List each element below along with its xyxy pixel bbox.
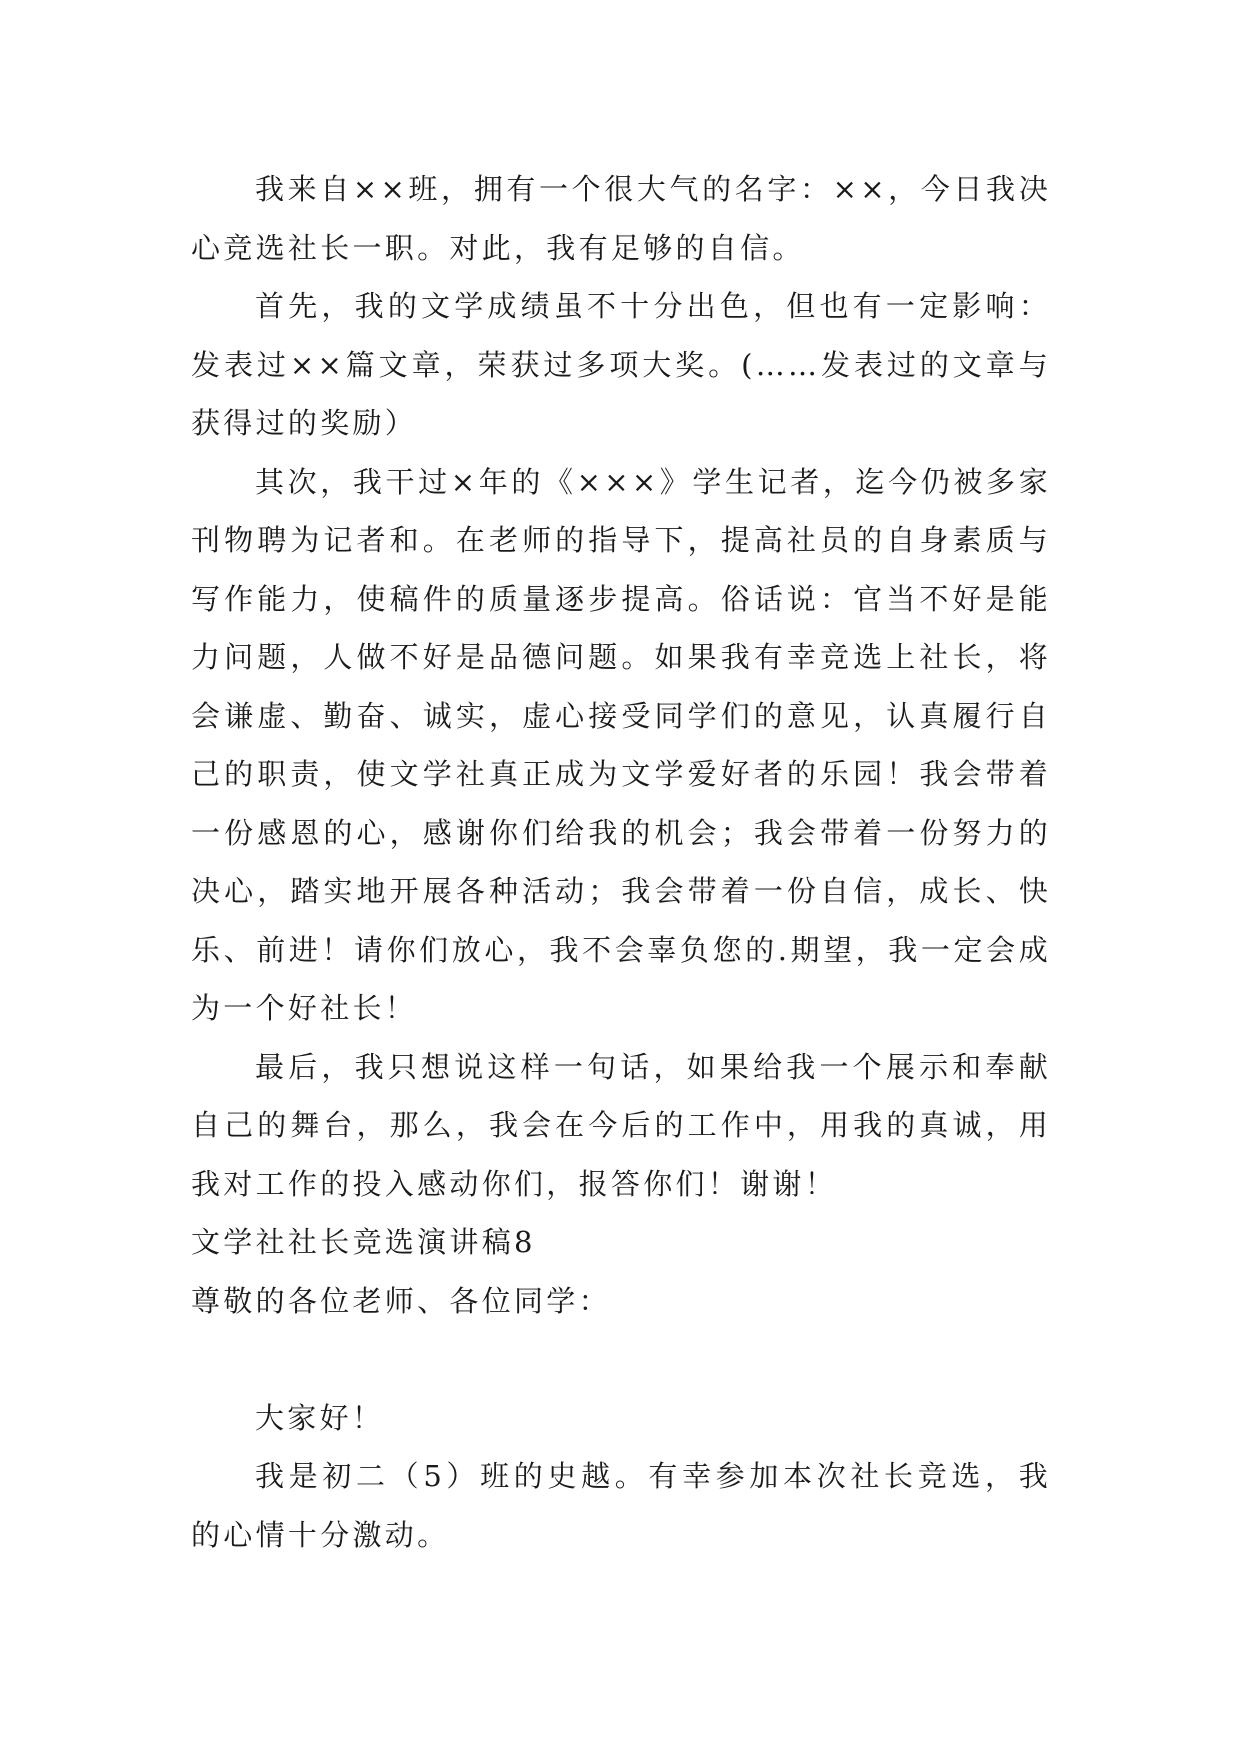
- paragraph-self-intro: 我来自××班，拥有一个很大气的名字：××，今日我决心竞选社长一职。对此，我有足够的自信。: [191, 172, 1051, 265]
- greeting: 大家好！: [255, 1400, 385, 1435]
- document-page: [191, 160, 1051, 1564]
- paragraph-second-point: 其次，我干过×年的《×××》学生记者，迄今仍被多家刊物聘为记者和。在老师的指导下，提高社员的自身素质与写作能力，使稿件的质量逐步提高。俗话说：官当不好是能力问题，人做不好是品德问题。如果我有幸竞选上社长，将会谦虚、勤奋、诚实，虚心接受同学们的意见，认真履行自己的职责，使文学社真正成为文学爱好者的乐园！我会带着一份感恩的心，感谢你们给我的机会；我会带着一份努力的决心，踏实地开展各种活动；我会带着一份自信，成长、快乐、前进！请你们放心，我不会辜负您的.期望，我一定会成为一个好社长！: [191, 464, 1051, 1025]
- section-title: 文学社社长竞选演讲稿8: [191, 1225, 536, 1259]
- paragraph-first-point: 首先，我的文学成绩虽不十分出色，但也有一定影响：发表过××篇文章，荣获过多项大奖。(……发表过的文章与获得过的奖励）: [191, 289, 1051, 440]
- paragraph-closing: 最后，我只想说这样一句话，如果给我一个展示和奉献自己的舞台，那么，我会在今后的工作中，用我的真诚，用我对工作的投入感动你们，报答你们！谢谢！: [191, 1049, 1051, 1201]
- blank-line: [191, 1330, 1051, 1389]
- salutation: 尊敬的各位老师、各位同学：: [191, 1283, 611, 1318]
- paragraph-intro: 我是初二（5）班的史越。有幸参加本次社长竞选，我的心情十分激动。: [191, 1459, 1051, 1552]
